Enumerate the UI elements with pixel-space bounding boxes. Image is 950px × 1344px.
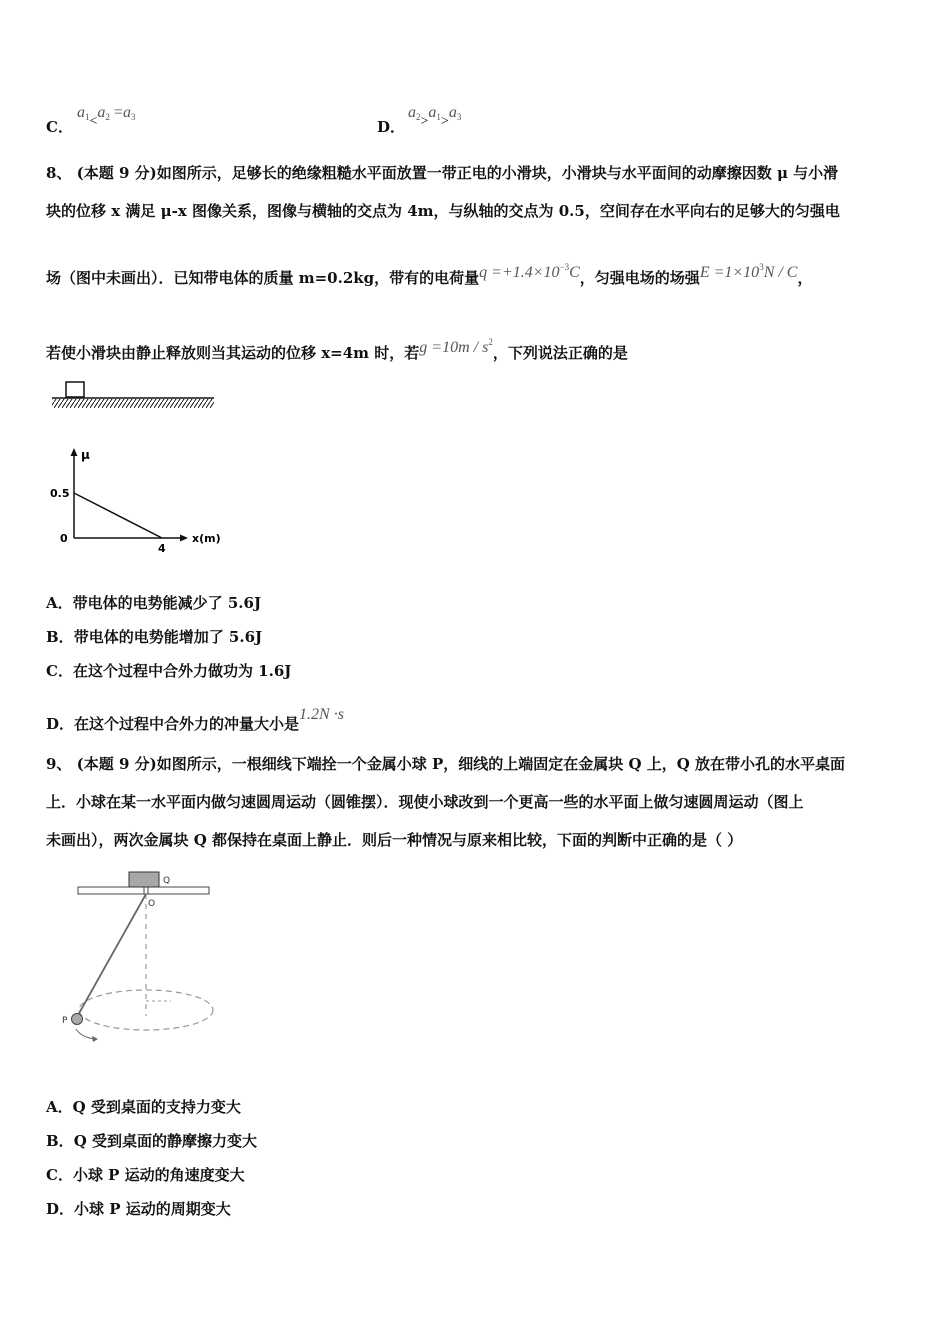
q9-option-d: D．小球 P 运动的周期变大	[46, 1200, 231, 1218]
q8-option-b: B．带电体的电势能增加了 5.6J	[46, 628, 263, 646]
q9-stem-line1: 9、 (本题 9 分)如图所示，一根细线下端拴一个金属小球 P，细线的上端固定在金属块 Q 上，Q 放在带小孔的水平桌面	[46, 755, 846, 773]
conical-pendulum-figure	[56, 866, 226, 1050]
q9-stem-line3: 未画出），两次金属块 Q 都保持在桌面上静止．则后一种情况与原来相比较，下面的判断中正确的是（ ）	[46, 831, 743, 849]
slider-block	[66, 382, 84, 397]
q7-option-d	[377, 116, 405, 137]
q9-option-b: B．Q 受到桌面的静摩擦力变大	[46, 1132, 257, 1150]
q8-option-a: A．带电体的电势能减少了 5.6J	[46, 594, 262, 612]
q7-option-c-label: C．	[46, 118, 73, 136]
mu-x-line	[74, 493, 162, 538]
p-label: P	[62, 1016, 68, 1026]
surface-hatching	[52, 399, 214, 408]
q7-option-c-formula: $a_1<a_2 =a_3$	[77, 104, 136, 129]
q8-option-d: D．在这个过程中合外力的冲量大小是1.2N ·s	[46, 706, 344, 733]
q9-option-a: A．Q 受到桌面的支持力变大	[46, 1098, 241, 1116]
y-axis-arrow	[71, 448, 78, 456]
charge-formula: $q =+1.4\times 10^{-3}C$	[479, 262, 580, 281]
string	[77, 894, 146, 1017]
rotation-arrowhead	[92, 1036, 98, 1042]
field-formula: $E =1\times 10^3N / C$	[699, 262, 798, 281]
q7-option-d-formula: $a_2>a_1>a_3$	[408, 104, 462, 129]
gravity-formula: $g =10m / s^2$	[419, 337, 493, 356]
q8-stem-line3: 场（图中未画出）．已知带电体的质量 m=0.2kg，带有的电荷量$q =+1.4\times 10^{-3}C$，匀强电场的场强$E =1\times 10^3N / C$，	[46, 262, 813, 287]
block-on-surface-figure	[50, 378, 220, 414]
q8-stem-line1: 8、 (本题 9 分)如图所示，足够长的绝缘粗糙水平面放置一带正电的小滑块，小滑块与水平面间的动摩擦因数 μ 与小滑	[46, 164, 839, 182]
origin-label: 0	[60, 532, 68, 545]
q8-stem-line4: 若使小滑块由静止释放则当其运动的位移 x=4m 时，若$g =10m / s^2$，下列说法正确的是	[46, 337, 628, 362]
y-axis-label: μ	[81, 448, 90, 462]
ball-p	[72, 1014, 83, 1025]
q8-stem-line2: 块的位移 x 满足 μ-x 图像关系，图像与横轴的交点为 4m，与纵轴的交点为 0.5，空间存在水平向右的足够大的匀强电	[46, 202, 840, 220]
q9-stem-line2: 上．小球在某一水平面内做匀速圆周运动（圆锥摆）．现使小球改到一个更高一些的水平面上做匀速圆周运动（图上	[46, 793, 804, 811]
x-intercept-label: 4	[158, 542, 166, 555]
mu-x-graph	[46, 446, 226, 558]
x-axis-arrow	[180, 535, 188, 542]
o-label: O	[148, 899, 156, 909]
metal-block-q	[129, 872, 159, 887]
q-label: Q	[163, 876, 171, 886]
q7-option-c	[46, 116, 73, 137]
q7-option-d-label: D．	[377, 118, 406, 136]
x-axis-label: x(m)	[192, 532, 221, 545]
q8-option-c: C．在这个过程中合外力做功为 1.6J	[46, 662, 292, 680]
q9-option-c: C．小球 P 运动的角速度变大	[46, 1166, 245, 1184]
y-intercept-label: 0.5	[50, 487, 70, 500]
impulse-formula: 1.2N ·s	[299, 706, 344, 723]
